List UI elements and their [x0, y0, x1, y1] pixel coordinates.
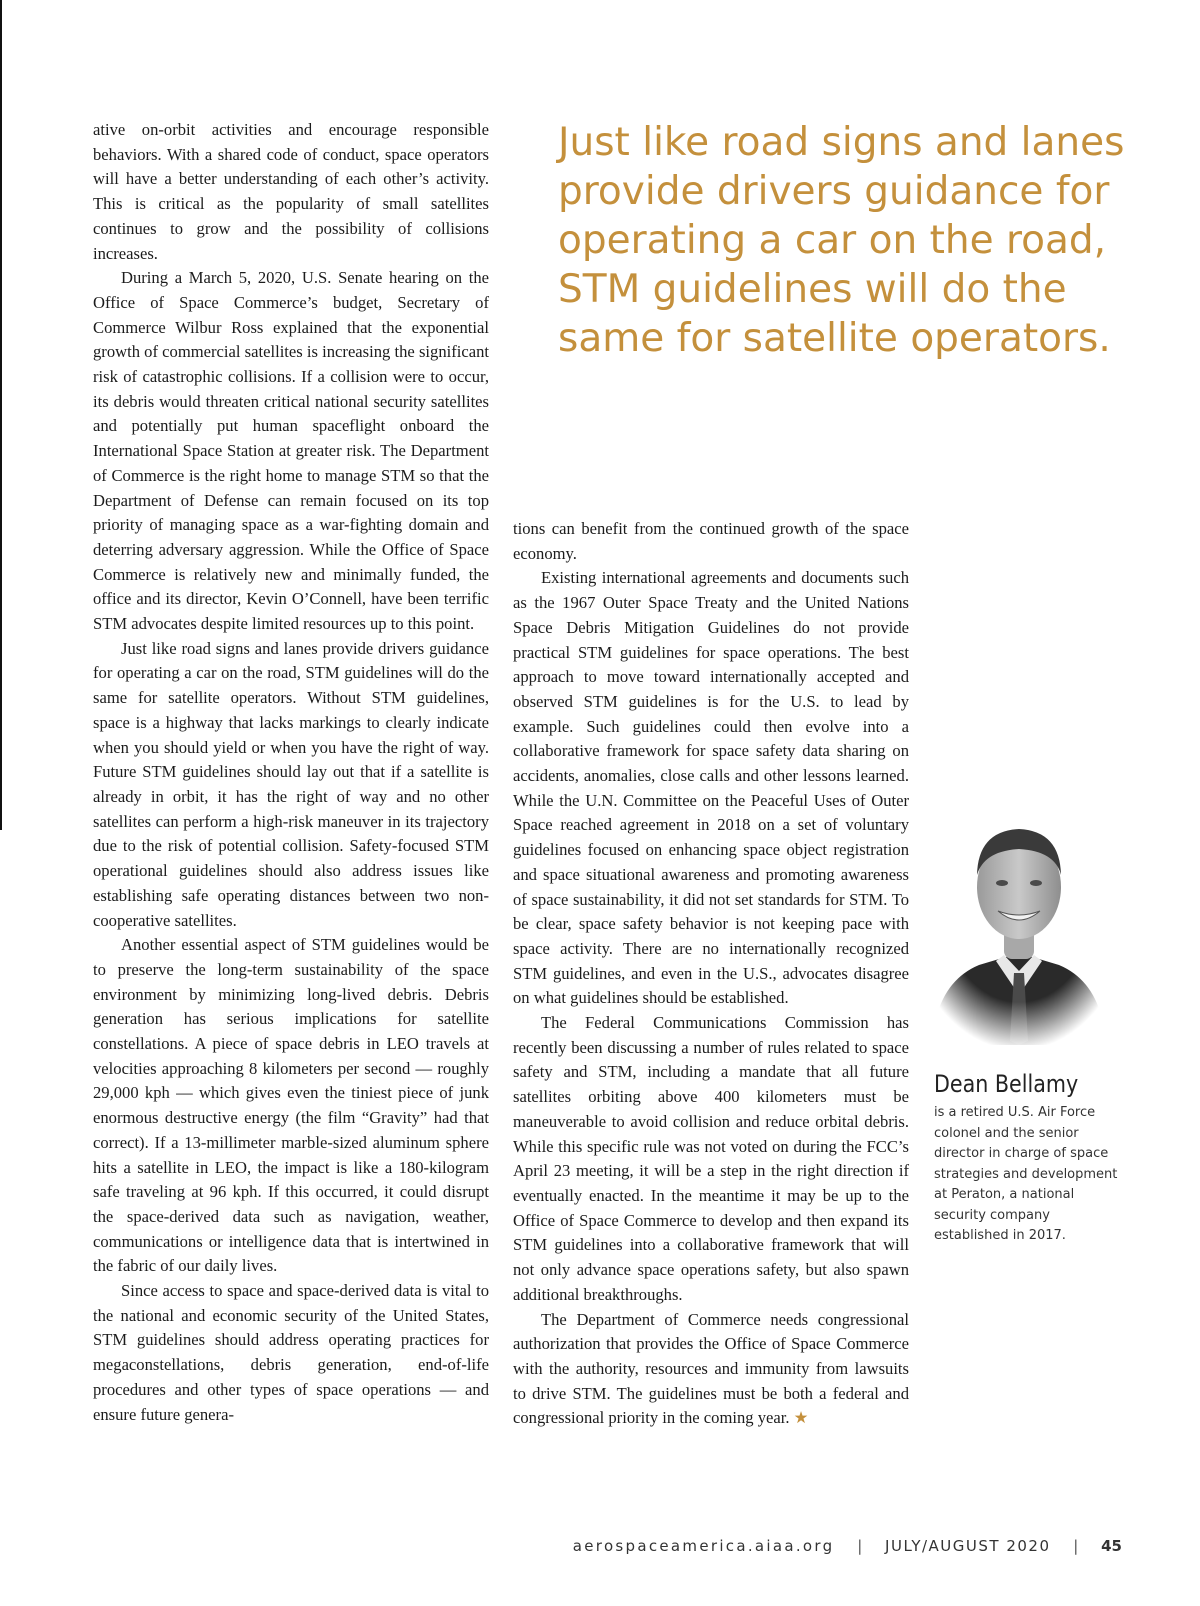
- paragraph: Existing international agreements and documents such as the 1967 Outer Space Treaty and the United Nations Space Debris Mitigation Guidelines do not provide practical STM guidelines for space operations. The best approach to move toward internationally accepted and observed STM guidelines is for the U.S. to lead by example. Such guidelines could then evolve into a collaborative framework for space safety data sharing on accidents, anomalies, close calls and other lessons learned. While the U.N. Committee on the Peaceful Uses of Outer Space reached agreement in 2018 on a set of voluntary guidelines focused on enhancing space object registration and space situational awareness and promoting awareness of space sustainability, it did not set standards for STM. To be clear, space safety behavior is not keeping pace with space activity. There are no internationally recognized STM guidelines, and even in the U.S., advocates disagree on what guidelines should be established.: [513, 568, 909, 1008]
- page-number: 45: [1101, 1537, 1122, 1555]
- star-icon: ★: [793, 1408, 809, 1428]
- page-edge-line: [0, 0, 2, 830]
- footer-issue: JULY/AUGUST 2020: [885, 1537, 1051, 1555]
- author-bio: is a retired U.S. Air Force colonel and the senior director in charge of space strategies and development at Peraton, a national security company established in 2017.: [934, 1105, 1118, 1243]
- footer-separator: |: [1073, 1537, 1079, 1555]
- paragraph: Another essential aspect of STM guidelines would be to preserve the long-term sustainability of the space environment by minimizing long-lived debris. Debris generation has serious implications for satellite constellations. A piece of space debris in LEO travels at velocities approaching 8 kilometers per second — roughly 29,000 kph — which gives even the tiniest piece of junk enormous destructive energy (the film “Gravity” had that correct). If a 13-millimeter marble-sized aluminum sphere hits a satellite in LEO, the impact is like a 180-kilogram safe traveling at 96 kph. If this occurred, it could disrupt the space-derived data such as navigation, weather, communications or intelligence data that is intertwined in the fabric of our daily lives.: [93, 935, 489, 1276]
- author-portrait: [924, 795, 1114, 1045]
- article-column-left: [93, 118, 489, 1427]
- paragraph: Since access to space and space-derived data is vital to the national and economic security of the United States, STM guidelines should address operating practices for megaconstellations, debris generation, end-of-life procedures and other types of space operations — and ensure future genera-: [93, 1281, 489, 1424]
- page-footer: [573, 1537, 1122, 1555]
- paragraph-text: The Department of Commerce needs congressional authorization that provides the Office of Space Commerce with the authority, resources and immunity from lawsuits to drive STM. The guidelines must be both a federal and congressional priority in the coming year.: [513, 1309, 909, 1428]
- paragraph: Just like road signs and lanes provide drivers guidance for operating a car on the road, STM guidelines will do the same for satellite operators. Without STM guidelines, space is a highway that lacks markings to clearly indicate when you should yield or when you have the right of way. Future STM guidelines should lay out that if a satellite is already in orbit, it has the right of way and no other satellites can perform a high-risk maneuver in its trajectory due to the risk of potential collision. Safety-focused STM operational guidelines should also address issues like establishing safe operating distances between two non-cooperative satellites.: [93, 638, 489, 930]
- author-name: Dean Bellamy: [934, 1070, 1079, 1098]
- pull-quote: Just like road signs and lanes provide drivers guidance for operating a car on the road, STM guidelines will do the same for satellite operators.: [558, 120, 1125, 361]
- paragraph: During a March 5, 2020, U.S. Senate hearing on the Office of Space Commerce’s budget, Secretary of Commerce Wilbur Ross explained that the exponential growth of commercial satellites is increasing the significant risk of catastrophic collisions. If a collision were to occur, its debris would threaten critical national security satellites and potentially put human spaceflight onboard the International Space Station at greater risk. The Department of Commerce is the right home to manage STM so that the Department of Defense can remain focused on its top priority of managing space as a war-fighting domain and deterring adversary aggression. While the Office of Space Commerce is relatively new and minimally funded, the office and its director, Kevin O’Connell, have been terrific STM advocates despite limited resources up to this point.: [93, 268, 489, 634]
- paragraph: ative on-orbit activities and encourage responsible behaviors. With a shared code of conduct, space operators will have a better understanding of each other’s activity. This is critical as the popularity of small satellites continues to grow and the possibility of collisions increases.: [93, 120, 489, 263]
- paragraph: tions can benefit from the continued growth of the space economy.: [513, 519, 909, 563]
- footer-separator: |: [857, 1537, 863, 1555]
- paragraph: The Federal Communications Commission has recently been discussing a number of rules related to space safety and STM, including a mandate that all future satellites orbiting above 400 kilometers must be maneuverable to avoid collision and reduce orbital debris. While this specific rule was not voted on during the FCC’s April 23 meeting, it will be a step in the right direction if eventually enacted. In the meantime it may be up to the Office of Space Commerce to develop and then expand its STM guidelines into a collaborative framework that will not only advance space operations safety, but also spawn additional breakthroughs.: [513, 1013, 909, 1304]
- footer-url: aerospaceamerica.aiaa.org: [572, 1537, 835, 1555]
- article-column-right: [513, 517, 909, 1431]
- paragraph: [513, 1308, 909, 1432]
